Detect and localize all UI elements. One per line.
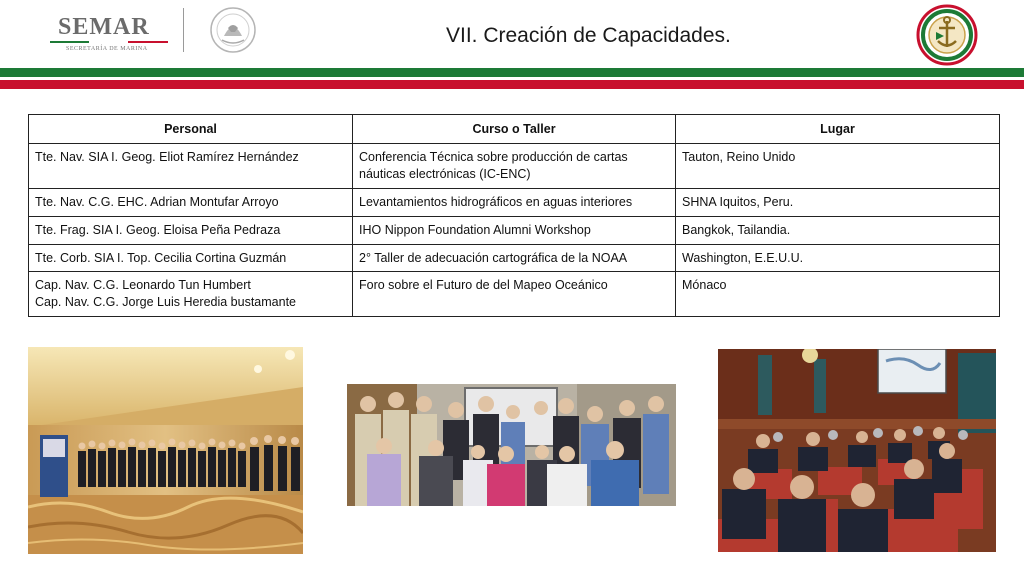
cell-curso xyxy=(353,216,676,244)
header-green-stripe xyxy=(0,68,1024,77)
cell-curso xyxy=(353,272,676,317)
semar-logo-tricolor-bar xyxy=(50,41,168,43)
semar-logo-word: SEMAR xyxy=(58,14,150,40)
table-header-row xyxy=(29,115,1000,144)
cell-line: Cap. Nav. C.G. Leonardo Tun Humbert xyxy=(35,278,251,293)
cell-lugar: Tauton, Reino Unido xyxy=(676,144,1000,189)
table-row xyxy=(29,244,1000,272)
semar-logo-subtitle: SECRETARÍA DE MARINA xyxy=(66,46,148,52)
cell-line: Cap. Nav. C.G. Jorge Luis Heredia bustamante xyxy=(35,295,297,310)
header-curso: Curso o Taller xyxy=(353,115,676,144)
cell-curso xyxy=(353,144,676,189)
capacities-table xyxy=(28,114,1000,317)
header-personal: Personal xyxy=(29,115,353,144)
cell-personal xyxy=(29,144,353,189)
cell-lugar: Washington, E.E.U.U. xyxy=(676,244,1000,272)
table-row xyxy=(29,144,1000,189)
table-row xyxy=(29,188,1000,216)
cell-line: Levantamientos hidrográficos en aguas interiores xyxy=(359,194,633,209)
cell-lugar: Mónaco xyxy=(676,272,1000,317)
cell-line: 2° Taller de adecuación cartográfica de la NOAA xyxy=(359,250,628,265)
table-row xyxy=(29,216,1000,244)
cell-line: IHO Nippon Foundation Alumni Workshop xyxy=(359,222,591,237)
table-row xyxy=(29,272,1000,317)
cell-lugar: Bangkok, Tailandia. xyxy=(676,216,1000,244)
cell-line: náuticas electrónicas (IC-ENC) xyxy=(359,166,531,181)
cell-curso xyxy=(353,244,676,272)
cell-personal xyxy=(29,216,353,244)
cell-line: Tte. Frag. SIA I. Geog. Eloisa Peña Pedraza xyxy=(35,222,281,237)
page-title: VII. Creación de Capacidades. xyxy=(446,24,731,47)
header-red-stripe xyxy=(0,80,1024,89)
cell-line: Conferencia Técnica sobre producción de cartas xyxy=(359,150,628,164)
cell-personal xyxy=(29,188,353,216)
cell-line: Foro sobre el Futuro de del Mapeo Oceánico xyxy=(359,278,608,293)
cell-curso xyxy=(353,188,676,216)
conference-hall-photo xyxy=(718,349,996,552)
cell-line: Tte. Nav. C.G. EHC. Adrian Montufar Arroyo xyxy=(35,194,279,209)
cell-lugar: SHNA Iquitos, Peru. xyxy=(676,188,1000,216)
group-photo-workshop xyxy=(347,384,676,506)
semar-logo xyxy=(48,10,170,52)
cell-personal xyxy=(29,272,353,317)
mexico-seal-icon xyxy=(204,6,262,54)
cell-personal xyxy=(29,244,353,272)
group-photo-hall xyxy=(28,347,303,554)
armada-seal-icon xyxy=(914,4,980,66)
header-lugar: Lugar xyxy=(676,115,1000,144)
header-divider xyxy=(183,8,184,52)
cell-line: Tte. Corb. SIA I. Top. Cecilia Cortina Guzmán xyxy=(35,250,287,265)
cell-line: Tte. Nav. SIA I. Geog. Eliot Ramírez Hernández xyxy=(35,150,299,164)
